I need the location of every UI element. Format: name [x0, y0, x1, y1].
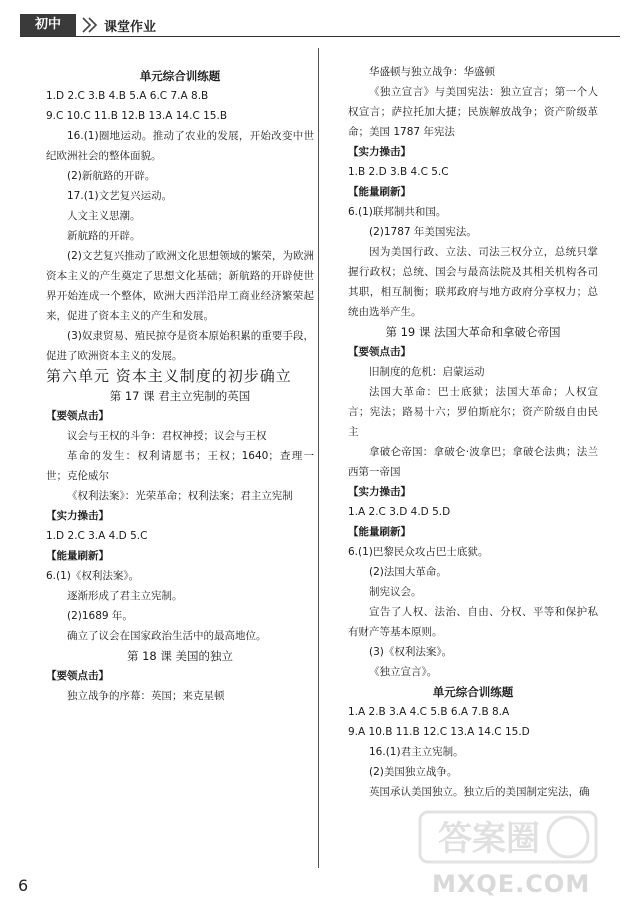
key-point: 《权利法案》：光荣革命；权利法案；君主立宪制 [67, 490, 293, 502]
unit-title: 第六单元 资本主义制度的初步确立 [46, 367, 292, 385]
answers-line: 1.A 2.C 3.D 4.D 5.D [348, 506, 451, 518]
column-divider [318, 48, 319, 868]
key-point: 《独立宣言》与美国宪法：独立宣言；第一个人权宣言；萨拉托加大捷；民族解放战争；资产阶级革命；美国 1787 年宪法 [348, 86, 598, 138]
header-brand: 初中 [20, 14, 76, 36]
lesson-title: 第 17 课 君主立宪制的英国 [109, 389, 251, 403]
section-label: 【要领点击】 [46, 670, 109, 682]
answers-line: 9.C 10.C 11.B 12.B 13.A 14.C 15.B [46, 110, 228, 122]
answer-paragraph: 6.(1)巴黎民众攻占巴士底狱。 [348, 546, 489, 558]
section-label: 【能量刷新】 [46, 550, 109, 562]
lesson-title: 第 18 课 美国的独立 [126, 649, 234, 663]
key-point: 华盛顿与独立战争：华盛顿 [369, 66, 495, 78]
header-title: 课堂作业 [104, 20, 157, 35]
header-divider [20, 36, 620, 37]
answer-paragraph: 宣告了人权、法治、自由、分权、平等和保护私有财产等基本原则。 [348, 606, 598, 638]
answer-paragraph: 6.(1)《权利法案》。 [46, 570, 140, 582]
key-point: 旧制度的危机：启蒙运动 [369, 366, 485, 378]
left-column [46, 66, 314, 706]
key-point: 革命的发生：权利请愿书；王权；1640；查理一世；克伦威尔 [46, 450, 314, 482]
answer-paragraph: 16.(1)圈地运动。推动了农业的发展，开始改变中世纪欧洲社会的整体面貌。 [46, 130, 314, 162]
double-chevron-icon [80, 15, 100, 35]
answers-line: 1.D 2.C 3.B 4.B 5.A 6.C 7.A 8.B [46, 90, 209, 102]
key-point: 法国大革命：巴士底狱；法国大革命；人权宣言；宪法；路易十六；罗伯斯庇尔；资产阶级自由民主 [348, 386, 598, 438]
answer-paragraph: (2)1787 年美国宪法。 [369, 226, 477, 238]
answer-paragraph: 制宪议会。 [369, 586, 422, 598]
answer-paragraph: 新航路的开辟。 [67, 230, 141, 242]
answer-paragraph: (2)1689 年。 [67, 610, 133, 622]
answer-paragraph: 16.(1)君主立宪制。 [369, 746, 464, 758]
answer-paragraph: 逐渐形成了君主立宪制。 [67, 590, 183, 602]
key-point: 独立战争的序幕：英国；来克星顿 [67, 690, 225, 702]
answers-line: 9.A 10.B 11.B 12.C 13.A 14.C 15.D [348, 726, 530, 738]
answer-paragraph: (2)美国独立战争。 [369, 766, 458, 778]
answers-line: 1.B 2.D 3.B 4.C 5.C [348, 166, 449, 178]
answer-paragraph: 英国承认美国独立。独立后的美国制定宪法，确 [369, 786, 590, 798]
key-point: 拿破仑帝国：拿破仑·波拿巴；拿破仑法典；法兰西第一帝国 [348, 446, 598, 478]
lesson-title: 第 19 课 法国大革命和拿破仑帝国 [385, 325, 561, 339]
page-number: 6 [18, 876, 29, 895]
section-label: 【能量刷新】 [348, 186, 411, 198]
right-column [348, 62, 598, 802]
answer-paragraph: (3)《权利法案》。 [369, 646, 453, 658]
section-label: 【实力操击】 [46, 510, 109, 522]
answer-paragraph: (3)奴隶贸易、殖民掠夺是资本原始积累的重要手段，促进了欧洲资本主义的发展。 [46, 330, 314, 362]
section-label: 【实力操击】 [348, 146, 411, 158]
section-label: 【能量刷新】 [348, 526, 411, 538]
answer-paragraph: (2)法国大革命。 [369, 566, 447, 578]
answer-paragraph: (2)文艺复兴推动了欧洲文化思想领域的繁荣，为欧洲资本主义的产生奠定了思想文化基础；新航路的开辟使世界开始连成一个整体，欧洲大西洋沿岸工商业经济繁荣起来，促进了资本主义的产生和发展。 [46, 250, 314, 322]
answer-paragraph: 6.(1)联邦制共和国。 [348, 206, 447, 218]
unit-review-title: 单元综合训练题 [432, 685, 514, 699]
answer-paragraph: 17.(1)文艺复兴运动。 [67, 190, 173, 202]
section-label: 【要领点击】 [348, 346, 411, 358]
page-header [20, 14, 620, 36]
section-label: 【实力操击】 [348, 486, 411, 498]
key-point: 议会与王权的斗争：君权神授；议会与王权 [67, 430, 267, 442]
answer-paragraph: 确立了议会在国家政治生活中的最高地位。 [67, 630, 267, 642]
section-label: 【要领点击】 [46, 410, 109, 422]
answers-line: 1.D 2.C 3.A 4.D 5.C [46, 530, 148, 542]
answer-paragraph: 因为美国行政、立法、司法三权分立，总统只掌握行政权；总统、国会与最高法院及其相关机构各司其职，相互制衡；联邦政府与地方政府分享权力；总统由选举产生。 [348, 246, 598, 318]
unit-review-title: 单元综合训练题 [139, 69, 221, 83]
answer-paragraph: (2)新航路的开辟。 [67, 170, 156, 182]
watermark-url: MXQE.COM [432, 870, 591, 898]
answer-paragraph: 《独立宣言》。 [369, 666, 438, 678]
watermark-logo-icon [418, 806, 598, 868]
answer-paragraph: 人文主义思潮。 [67, 210, 141, 222]
answers-line: 1.A 2.B 3.A 4.C 5.B 6.A 7.B 8.A [348, 706, 510, 718]
svg-text:答案圈: 答案圈 [438, 819, 540, 859]
